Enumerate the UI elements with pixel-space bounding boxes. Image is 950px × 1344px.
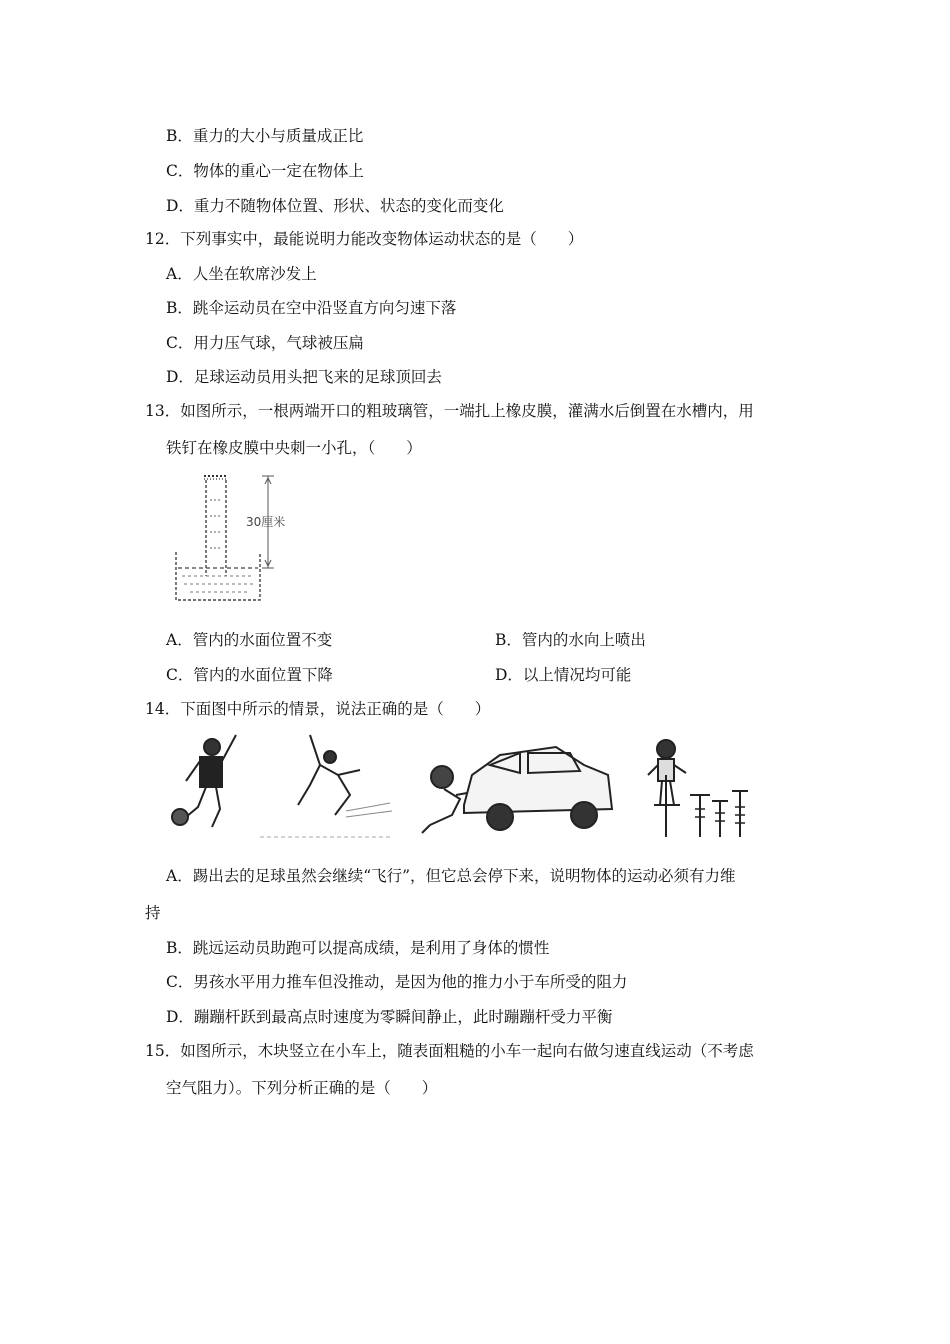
q15-stem-line1: 15．如图所示，木块竖立在小车上，随表面粗糙的小车一起向右做匀速直线运动（不考虑 bbox=[145, 1042, 754, 1060]
q13-option-c: C．管内的水面位置下降 bbox=[166, 666, 333, 684]
q11-option-d: D．重力不随物体位置、形状、状态的变化而变化 bbox=[166, 197, 504, 215]
pogo-spring-2 bbox=[712, 801, 728, 837]
q12-stem: 12．下列事实中，最能说明力能改变物体运动状态的是（ ） bbox=[145, 230, 584, 248]
q14-option-a-line1: A．踢出去的足球虽然会继续“飞行”，但它总会停下来，说明物体的运动必须有力维 bbox=[166, 867, 736, 885]
q11-option-b: B．重力的大小与质量成正比 bbox=[166, 127, 364, 145]
glass-tube-diagram bbox=[170, 470, 310, 610]
dimension-label: 30厘米 bbox=[246, 515, 286, 529]
q14-illustrations bbox=[160, 725, 760, 850]
q14-option-b: B．跳远运动员助跑可以提高成绩，是利用了身体的惯性 bbox=[166, 939, 550, 957]
boy-pushing-car-figure bbox=[422, 747, 612, 833]
pogo-spring-3 bbox=[732, 791, 748, 837]
q12-option-c: C．用力压气球，气球被压扁 bbox=[166, 334, 364, 352]
q14-option-a-line2: 持 bbox=[145, 904, 161, 922]
q13-stem-line2: 铁钉在橡皮膜中央刺一小孔，（ ） bbox=[166, 439, 422, 457]
q13-option-a: A．管内的水面位置不变 bbox=[166, 631, 333, 649]
soccer-ball bbox=[172, 809, 188, 825]
q13-figure bbox=[170, 470, 310, 610]
q15-stem-line2: 空气阻力）。下列分析正确的是（ ） bbox=[166, 1079, 438, 1097]
soccer-player-figure bbox=[172, 735, 236, 827]
q12-option-d: D．足球运动员用头把飞来的足球顶回去 bbox=[166, 368, 442, 386]
pogo-stick-figure bbox=[648, 740, 748, 837]
q14-option-c: C．男孩水平用力推车但没推动，是因为他的推力小于车所受的阻力 bbox=[166, 973, 628, 991]
q14-option-d: D．蹦蹦杆跃到最高点时速度为零瞬间静止，此时蹦蹦杆受力平衡 bbox=[166, 1008, 613, 1026]
q14-figures bbox=[160, 725, 760, 850]
q14-stem: 14．下面图中所示的情景，说法正确的是（ ） bbox=[145, 700, 491, 718]
q13-stem-line1: 13．如图所示，一根两端开口的粗玻璃管，一端扎上橡皮膜，灌满水后倒置在水槽内，用 bbox=[145, 402, 754, 420]
q11-option-c: C．物体的重心一定在物体上 bbox=[166, 162, 364, 180]
long-jumper-figure bbox=[260, 735, 392, 837]
water-in-tube bbox=[210, 500, 220, 548]
trough-water bbox=[182, 576, 254, 592]
pogo-spring-1 bbox=[690, 795, 710, 837]
q13-option-b: B．管内的水向上喷出 bbox=[495, 631, 646, 649]
q12-option-b: B．跳伞运动员在空中沿竖直方向匀速下落 bbox=[166, 299, 457, 317]
q12-option-a: A．人坐在软席沙发上 bbox=[166, 265, 317, 283]
q13-option-d: D．以上情况均可能 bbox=[495, 666, 632, 684]
